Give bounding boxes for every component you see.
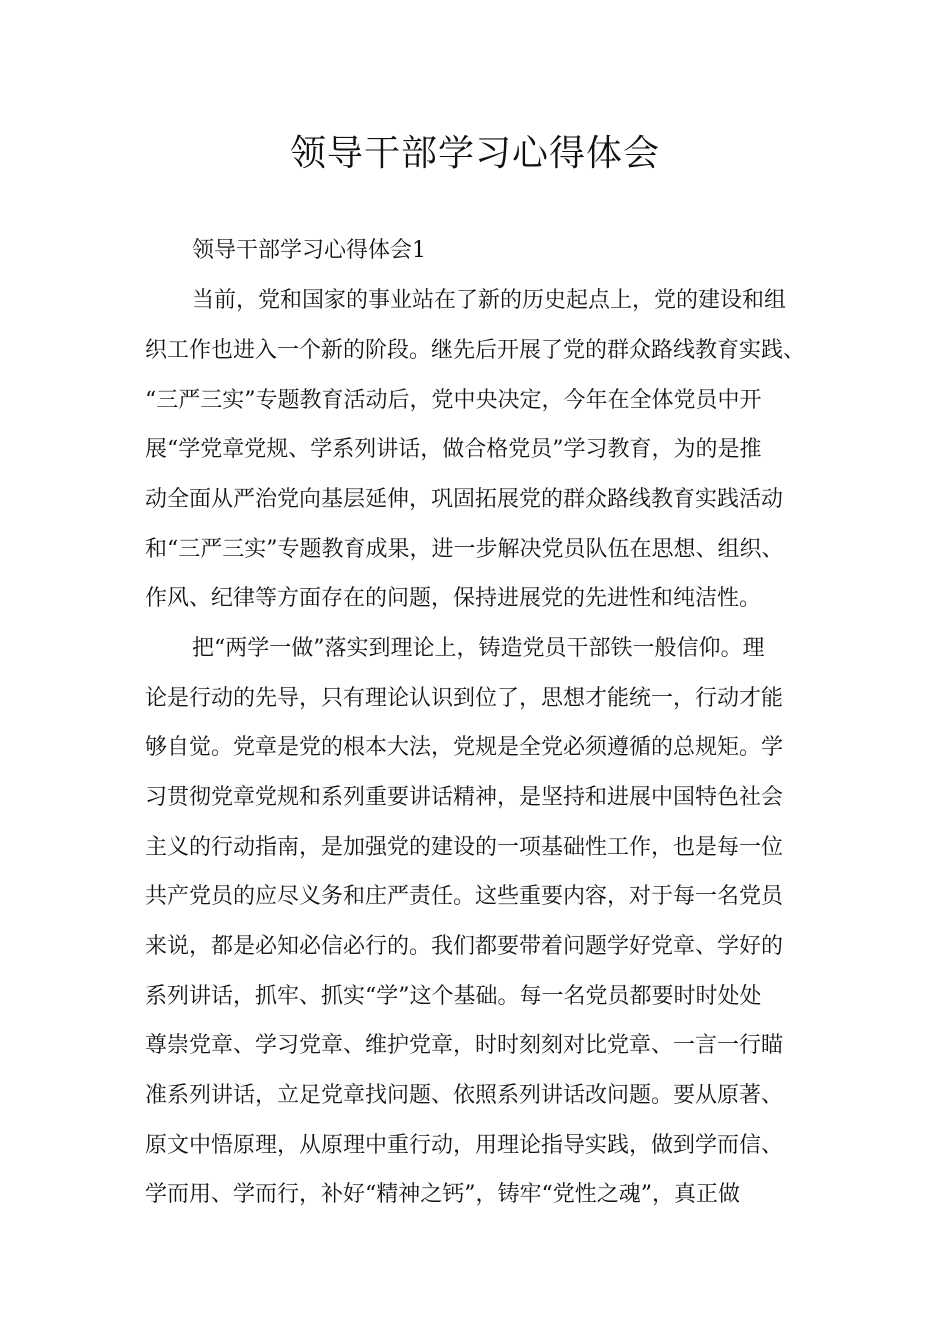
- body-line: 准系列讲话，立足党章找问题、依照系列讲话改问题。要从原著、: [145, 1083, 784, 1108]
- body-line: 作风、纪律等方面存在的问题，保持进展党的先进性和纯洁性。: [145, 586, 762, 611]
- body-line: 主义的行动指南，是加强党的建设的一项基础性工作，也是每一位: [145, 835, 784, 860]
- body-line: 当前，党和国家的事业站在了新的历史起点上，党的建设和组: [192, 288, 787, 313]
- body-line: “三严三实”专题教育活动后，党中央决定，今年在全体党员中开: [145, 388, 762, 413]
- body-line: 学而用、学而行，补好“精神之钙”，铸牢“党性之魂”，真正做: [145, 1182, 740, 1207]
- body-line: 来说，都是必知必信必行的。我们都要带着问题学好党章、学好的: [145, 934, 784, 959]
- body-line: 动全面从严治党向基层延伸，巩固拓展党的群众路线教育实践活动: [145, 487, 784, 512]
- body-line: 原文中悟原理，从原理中重行动，用理论指导实践，做到学而信、: [145, 1133, 784, 1158]
- body-line: 把“两学一做”落实到理论上，铸造党员干部铁一般信仰。理: [192, 636, 765, 661]
- body-line: 系列讲话，抓牢、抓实“学”这个基础。每一名党员都要时时处处: [145, 984, 762, 1009]
- body-line: 展“学党章党规、学系列讲话，做合格党员”学习教育，为的是推: [145, 437, 762, 462]
- body-line: 织工作也进入一个新的阶段。继先后开展了党的群众路线教育实践、: [145, 338, 806, 363]
- section-heading: 领导干部学习心得体会1: [192, 238, 426, 263]
- body-line: 够自觉。党章是党的根本大法，党规是全党必须遵循的总规矩。学: [145, 735, 784, 760]
- body-line: 论是行动的先导，只有理论认识到位了，思想才能统一，行动才能: [145, 686, 784, 711]
- body-line: 和“三严三实”专题教育成果，进一步解决党员队伍在思想、组织、: [145, 537, 784, 562]
- body-line: 尊崇党章、学习党章、维护党章，时时刻刻对比党章、一言一行瞄: [145, 1033, 784, 1058]
- document-title: 领导干部学习心得体会: [289, 133, 660, 174]
- body-line: 习贯彻党章党规和系列重要讲话精神，是坚持和进展中国特色社会: [145, 785, 784, 810]
- body-line: 共产党员的应尽义务和庄严责任。这些重要内容，对于每一名党员: [145, 884, 784, 909]
